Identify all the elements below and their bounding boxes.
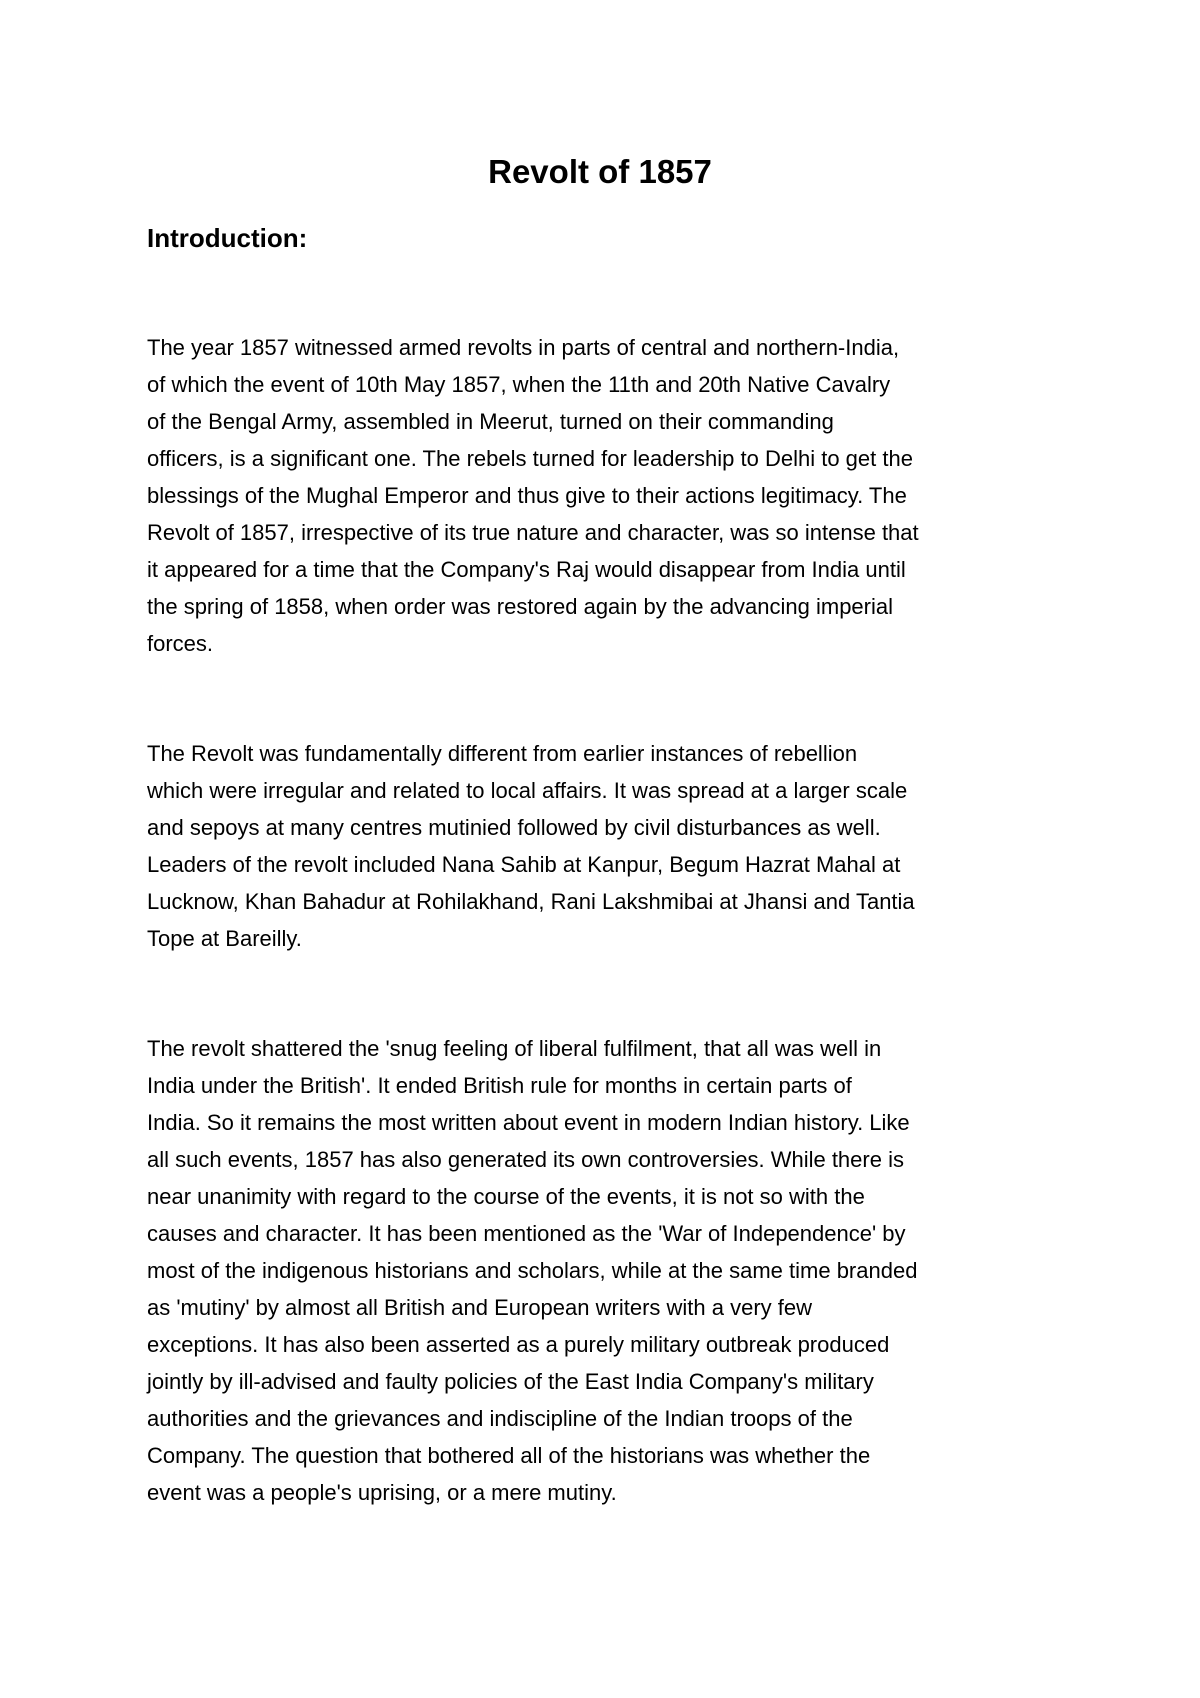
paragraph-line: and sepoys at many centres mutinied followed by civil disturbances as well. bbox=[147, 815, 881, 840]
paragraph-1 bbox=[147, 329, 1077, 662]
document-title: Revolt of 1857 bbox=[488, 153, 712, 190]
paragraph-2 bbox=[147, 735, 1077, 957]
paragraph-line: which were irregular and related to local affairs. It was spread at a larger scale bbox=[147, 778, 908, 803]
section-heading-introduction: Introduction: bbox=[147, 223, 308, 253]
paragraph-line: Leaders of the revolt included Nana Sahib at Kanpur, Begum Hazrat Mahal at bbox=[147, 852, 901, 877]
paragraph-line: most of the indigenous historians and scholars, while at the same time branded bbox=[147, 1258, 918, 1283]
paragraph-line: The revolt shattered the 'snug feeling of liberal fulfilment, that all was well in bbox=[147, 1036, 882, 1061]
paragraph-line: Revolt of 1857, irrespective of its true nature and character, was so intense that bbox=[147, 520, 919, 545]
paragraph-line: Company. The question that bothered all of the historians was whether the bbox=[147, 1443, 871, 1468]
paragraph-line: The year 1857 witnessed armed revolts in parts of central and northern-India, bbox=[147, 335, 900, 360]
paragraph-line: exceptions. It has also been asserted as a purely military outbreak produced bbox=[147, 1332, 890, 1357]
paragraph-line: it appeared for a time that the Company's Raj would disappear from India until bbox=[147, 557, 906, 582]
paragraph-line: causes and character. It has been mentioned as the 'War of Independence' by bbox=[147, 1221, 906, 1246]
paragraph-line: Lucknow, Khan Bahadur at Rohilakhand, Rani Lakshmibai at Jhansi and Tantia bbox=[147, 889, 915, 914]
paragraph-3 bbox=[147, 1030, 1077, 1511]
paragraph-line: officers, is a significant one. The rebels turned for leadership to Delhi to get the bbox=[147, 446, 913, 471]
paragraph-line: The Revolt was fundamentally different from earlier instances of rebellion bbox=[147, 741, 858, 766]
paragraph-line: Tope at Bareilly. bbox=[147, 926, 302, 951]
paragraph-line: of which the event of 10th May 1857, when the 11th and 20th Native Cavalry bbox=[147, 372, 891, 397]
paragraph-line: event was a people's uprising, or a mere mutiny. bbox=[147, 1480, 617, 1505]
paragraph-line: the spring of 1858, when order was restored again by the advancing imperial bbox=[147, 594, 894, 619]
paragraph-line: all such events, 1857 has also generated its own controversies. While there is bbox=[147, 1147, 904, 1172]
paragraph-line: jointly by ill-advised and faulty policies of the East India Company's military bbox=[147, 1369, 874, 1394]
paragraph-line: forces. bbox=[147, 631, 214, 656]
paragraph-line: blessings of the Mughal Emperor and thus give to their actions legitimacy. The bbox=[147, 483, 907, 508]
paragraph-line: as 'mutiny' by almost all British and European writers with a very few bbox=[147, 1295, 812, 1320]
paragraph-line: India. So it remains the most written about event in modern Indian history. Like bbox=[147, 1110, 910, 1135]
paragraph-line: authorities and the grievances and indiscipline of the Indian troops of the bbox=[147, 1406, 853, 1431]
paragraph-line: India under the British'. It ended British rule for months in certain parts of bbox=[147, 1073, 852, 1098]
paragraph-line: near unanimity with regard to the course of the events, it is not so with the bbox=[147, 1184, 865, 1209]
paragraph-line: of the Bengal Army, assembled in Meerut, turned on their commanding bbox=[147, 409, 834, 434]
